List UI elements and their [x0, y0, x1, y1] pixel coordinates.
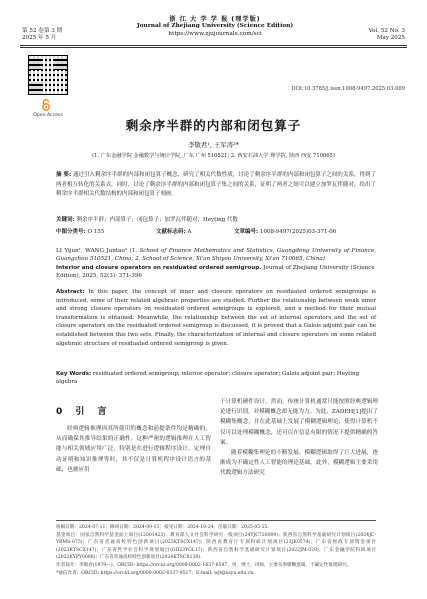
article-no-value: 1008-9497(2025)03-371-06: [259, 229, 337, 235]
article-no-label: 文章编号:: [234, 229, 259, 235]
clc-value: O 155: [87, 229, 105, 235]
header-left: [22, 28, 62, 43]
footnote-fund: 基金项目：国家自然科学基金面上项目(12001423)；教育部人文社会科学研究一般项目(24YJC720009)；陕西省自然科学基础研究计划项目(2024JC-YBMS-075)；广东省普通高校特色创新项目(2023KTSCX147)；陕西省教育厅专项科研计划项目(23JK0574)；广东省财政专项资金项目(2023KTSCX147)；广东省哲学社会科学规划项目(GD23YGL17)；陕西省自然科学基础研究计划项目(2022JM-029)；广东金融学院科研项目(2022KYPY0006)；广东省普通高校特色创新项目(2024KTSCX130).: [56, 532, 376, 561]
journal-header: [130, 16, 300, 38]
authors-en-affil: (1. School of Finance Mathematics and Statistics, Guangdong University of Finance, Guangzhou 510521, China; 2. School of Science, Xi'an Shiyou University, Xi'an 710065, China): [56, 248, 376, 263]
footnotes: [56, 524, 376, 577]
keywords-cn: [56, 216, 376, 224]
title-en: Interior and closure operators on residuated ordered semigroup.: [56, 265, 262, 271]
abstract-en-label: Abstract:: [56, 289, 85, 295]
doi-link[interactable]: DOI:10.3785/j.issn.1008-9497.2025.03.009: [291, 86, 405, 92]
header-rule: [20, 45, 407, 46]
body-paragraph: 于计算机硬件设计。然而，传统计算机通常只能按照经典逻辑理论进行识别，对模糊概念却无能为力。为此，ZADEH[1]提出了模糊集概念，并在此基础上发展了模糊逻辑理论，使得计算机不仅可以处理模糊概念，还可以在信息有限的情况下提供精确的答案。: [220, 399, 378, 446]
open-access-label: Open Access: [33, 113, 63, 118]
journal-name-cn: 浙 江 大 学 学 报 (理学版): [169, 16, 261, 23]
citation-en: [56, 264, 376, 280]
date-cn: 2025 年 5 月: [22, 35, 57, 42]
footnote-author: 作者简介：李敬君(1979—)，ORCID: https://orcid.org/0000-0002-1637-8597，男，博士，讲师，主要从事模糊逻辑、不确定性推理研究。: [56, 562, 352, 568]
journal-website[interactable]: https://www.zjujournals.com/sci: [168, 30, 262, 37]
doc-code-label: 文献标志码:: [156, 229, 186, 235]
authors-en: [56, 247, 376, 263]
clc-label: 中图分类号:: [56, 229, 86, 235]
footnote-rule: [56, 520, 376, 521]
authors-en-names: LI Yijun¹, WANG Juntao²: [56, 248, 128, 254]
volume-en: Vol. 52 No. 3: [368, 28, 405, 34]
authors-cn: 李敬君¹, 王军涛²*: [188, 141, 239, 149]
keywords-en: [56, 370, 376, 386]
header-right: [369, 28, 405, 43]
paper-title: 剩余序半群的内部和闭包算子: [125, 118, 302, 133]
header-rule-thin: [20, 47, 407, 48]
abstract-cn-text: 通过引入剩余序半群的内部和闭包算子概念，研究了相关代数性质，讨论了剩余序半群的内部和闭包算子之间的关系，得到了两者相互转化的关系式。同时，讨论了剩余序半群的内部和闭包算子集之间的关系，证明了两者之间可以建立加罗瓦伴随对。给出了剩余序半群相关代数结构的内部和闭包算子刻画。: [56, 172, 376, 197]
footnote-received: 收稿日期：2024-07-11；修回日期：2024-09-11；接受日期：2024-10-24；出版日期：2025-05-25.: [56, 525, 270, 530]
body-left-column: 经典逻辑推理因其所使用的概念和前提条件均是精确的，从而确保其推导结果的正确性。这种严密的逻辑推理在人工智能与相关领域应用广泛，特别是在进行逻辑程序设计、定理自动证明和知识推理等时，其不仅是计算机程序设计语言的基础，也被应用: [56, 426, 211, 473]
date-en: May 2025: [376, 35, 405, 42]
keywords-cn-label: 关键词:: [56, 217, 75, 223]
section-title: 0 引 言: [56, 407, 112, 417]
qr-code-pattern: [29, 56, 67, 94]
open-access-lock-icon: [41, 99, 51, 111]
footnote-corresponding: *通信作者：ORCID: https://orcid.org/0000-0002-0337-9517，E-mail: wjt@xsyu.edu.cn.: [56, 570, 255, 576]
abstract-cn: [56, 171, 376, 200]
doc-code-value: A: [187, 229, 192, 235]
abstract-cn-label: 摘 要:: [56, 172, 72, 178]
keywords-cn-text: 剩余序半群；内部算子；闭包算子；加罗瓦伴随对；Heyting 代数: [76, 217, 238, 223]
citation-text: Journal of Zhejiang University (Science Edition), 2025, 52(3): 371-396: [56, 265, 375, 280]
keywords-en-label: Key Words:: [56, 371, 92, 377]
journal-name-en: Journal of Zhejiang University (Science Edition): [136, 23, 294, 30]
body-right-column: [220, 397, 378, 479]
volume-cn: 第 52 卷第 3 期: [22, 28, 63, 34]
keywords-en-text: residuated ordered semigroup; interior operator; closure operator; Galois adjoint pair; Heyting algebra: [56, 371, 360, 386]
abstract-en-text: In this paper, the concept of inner and closure operators on residuated ordered semigroups is introduced, some of their related algebraic properties are studied. Further the relationship between weak inner and strong closure operators on residuated ordered semigroups is explored, and a method for their mutual transformation is obtained. Meanwhile, the relationship between the set of internal operators and the set of closure operators on the residuated ordered semigroup is discussed, it is proved that a Galois adjoint pair can be established between this two sets. Finally, the characterization of internal and closure operators on some related algebraic structure of residuated ordered semigroup is given.: [56, 289, 377, 347]
body-paragraph: 随着模糊集理论的不断发展，模糊逻辑取得了巨大进展，逐渐成为不确定性人工智能的理论基础。此外，模糊逻辑主要采用代数逻辑方法研究: [220, 450, 378, 477]
abstract-en: [56, 288, 376, 348]
affiliations-cn: (1. 广东金融学院 金融数学与统计学院, 广东 广州 510521; 2. 西安石油大学 理学院, 陕西 西安 710065): [92, 153, 335, 159]
